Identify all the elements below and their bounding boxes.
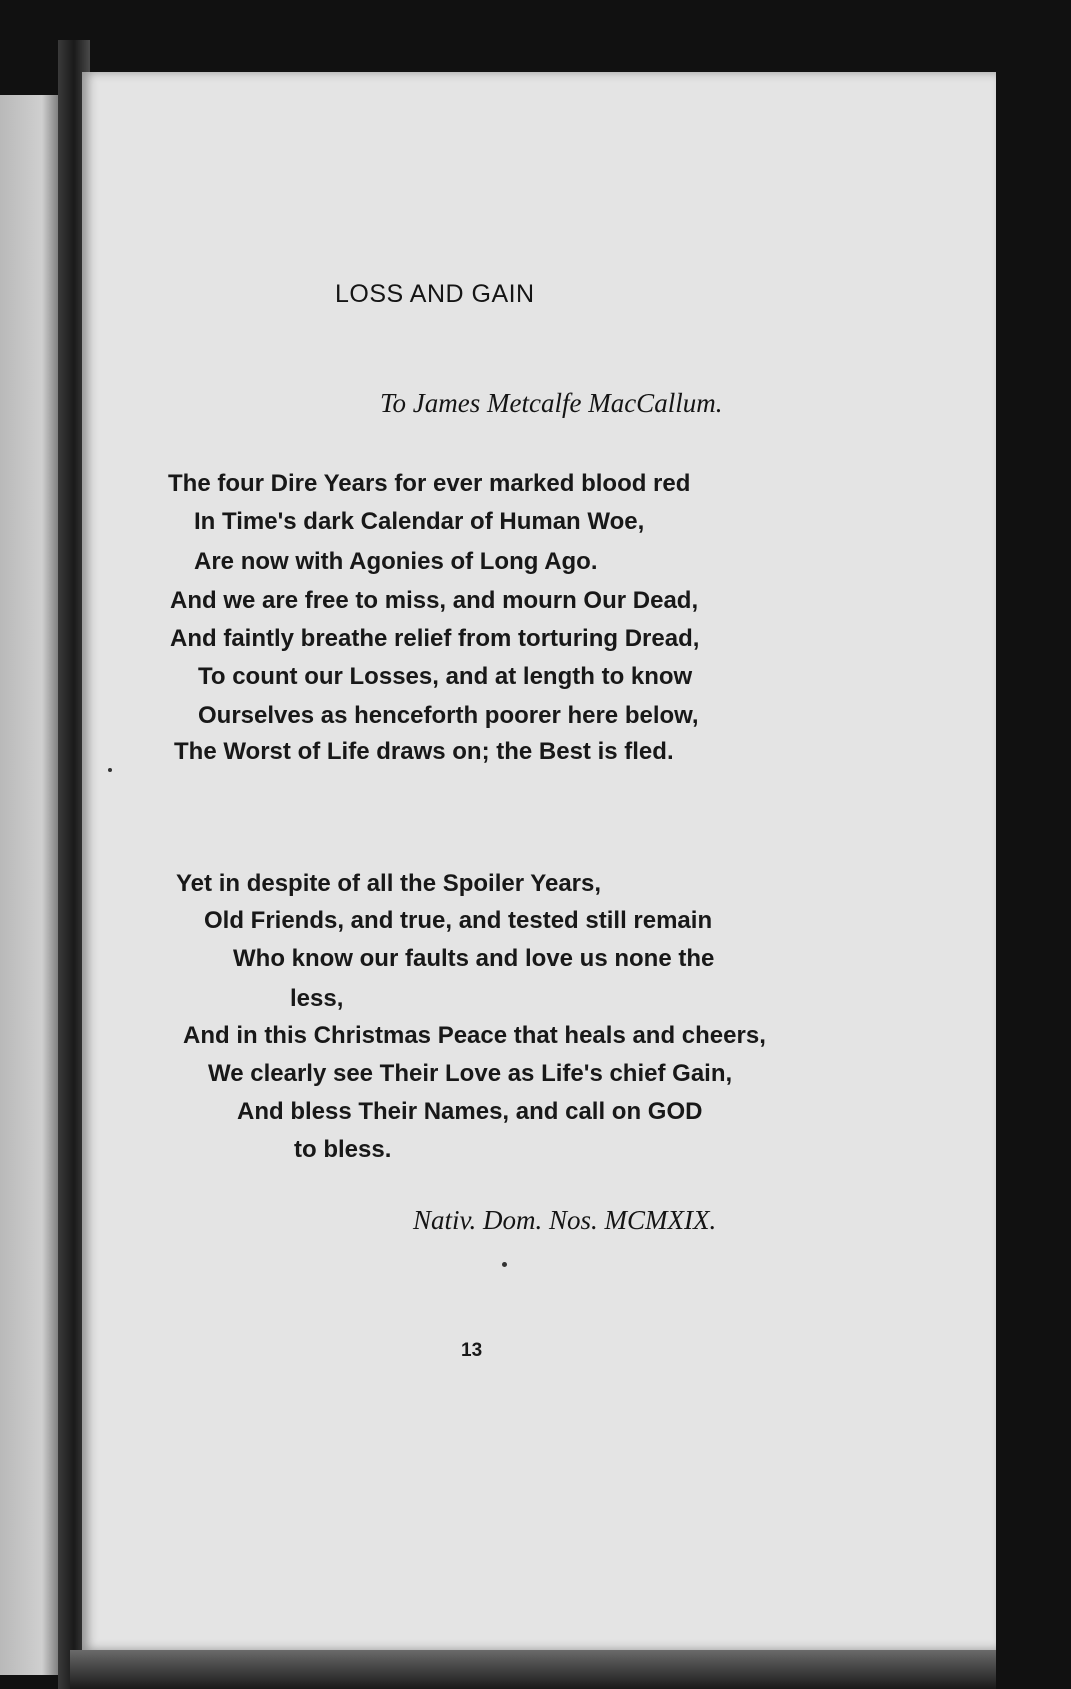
poem-line: To count our Losses, and at length to know xyxy=(198,663,693,690)
poem-line: Are now with Agonies of Long Ago. xyxy=(194,548,598,575)
poem-title: LOSS AND GAIN xyxy=(335,280,535,308)
poem-line: Who know our faults and love us none the xyxy=(233,945,715,972)
poem-line: And in this Christmas Peace that heals and cheers, xyxy=(183,1022,766,1049)
book-page xyxy=(82,72,996,1650)
poem-line: And faintly breathe relief from torturing Dread, xyxy=(170,625,700,652)
print-speck xyxy=(108,768,112,772)
poem-line: The Worst of Life draws on; the Best is fled. xyxy=(174,738,674,765)
poem-line: less, xyxy=(290,985,344,1012)
poem-line: We clearly see Their Love as Life's chief Gain, xyxy=(208,1060,733,1087)
poem-line: And bless Their Names, and call on GOD xyxy=(237,1098,703,1125)
page-bottom-edge xyxy=(70,1650,996,1689)
poem-line: Old Friends, and true, and tested still remain xyxy=(204,907,713,934)
poem-line: Yet in despite of all the Spoiler Years, xyxy=(176,870,602,897)
page-number: 13 xyxy=(461,1340,483,1361)
poem-dedication: To James Metcalfe MacCallum. xyxy=(380,388,723,418)
poem-line: In Time's dark Calendar of Human Woe, xyxy=(194,508,645,535)
poem-line: to bless. xyxy=(294,1136,392,1163)
poem-signature: Nativ. Dom. Nos. MCMXIX. xyxy=(413,1205,717,1235)
poem-line: Ourselves as henceforth poorer here below, xyxy=(198,702,699,729)
poem-line: The four Dire Years for ever marked blood red xyxy=(168,470,691,497)
poem-line: And we are free to miss, and mourn Our Dead, xyxy=(170,587,699,614)
print-speck xyxy=(502,1262,507,1267)
